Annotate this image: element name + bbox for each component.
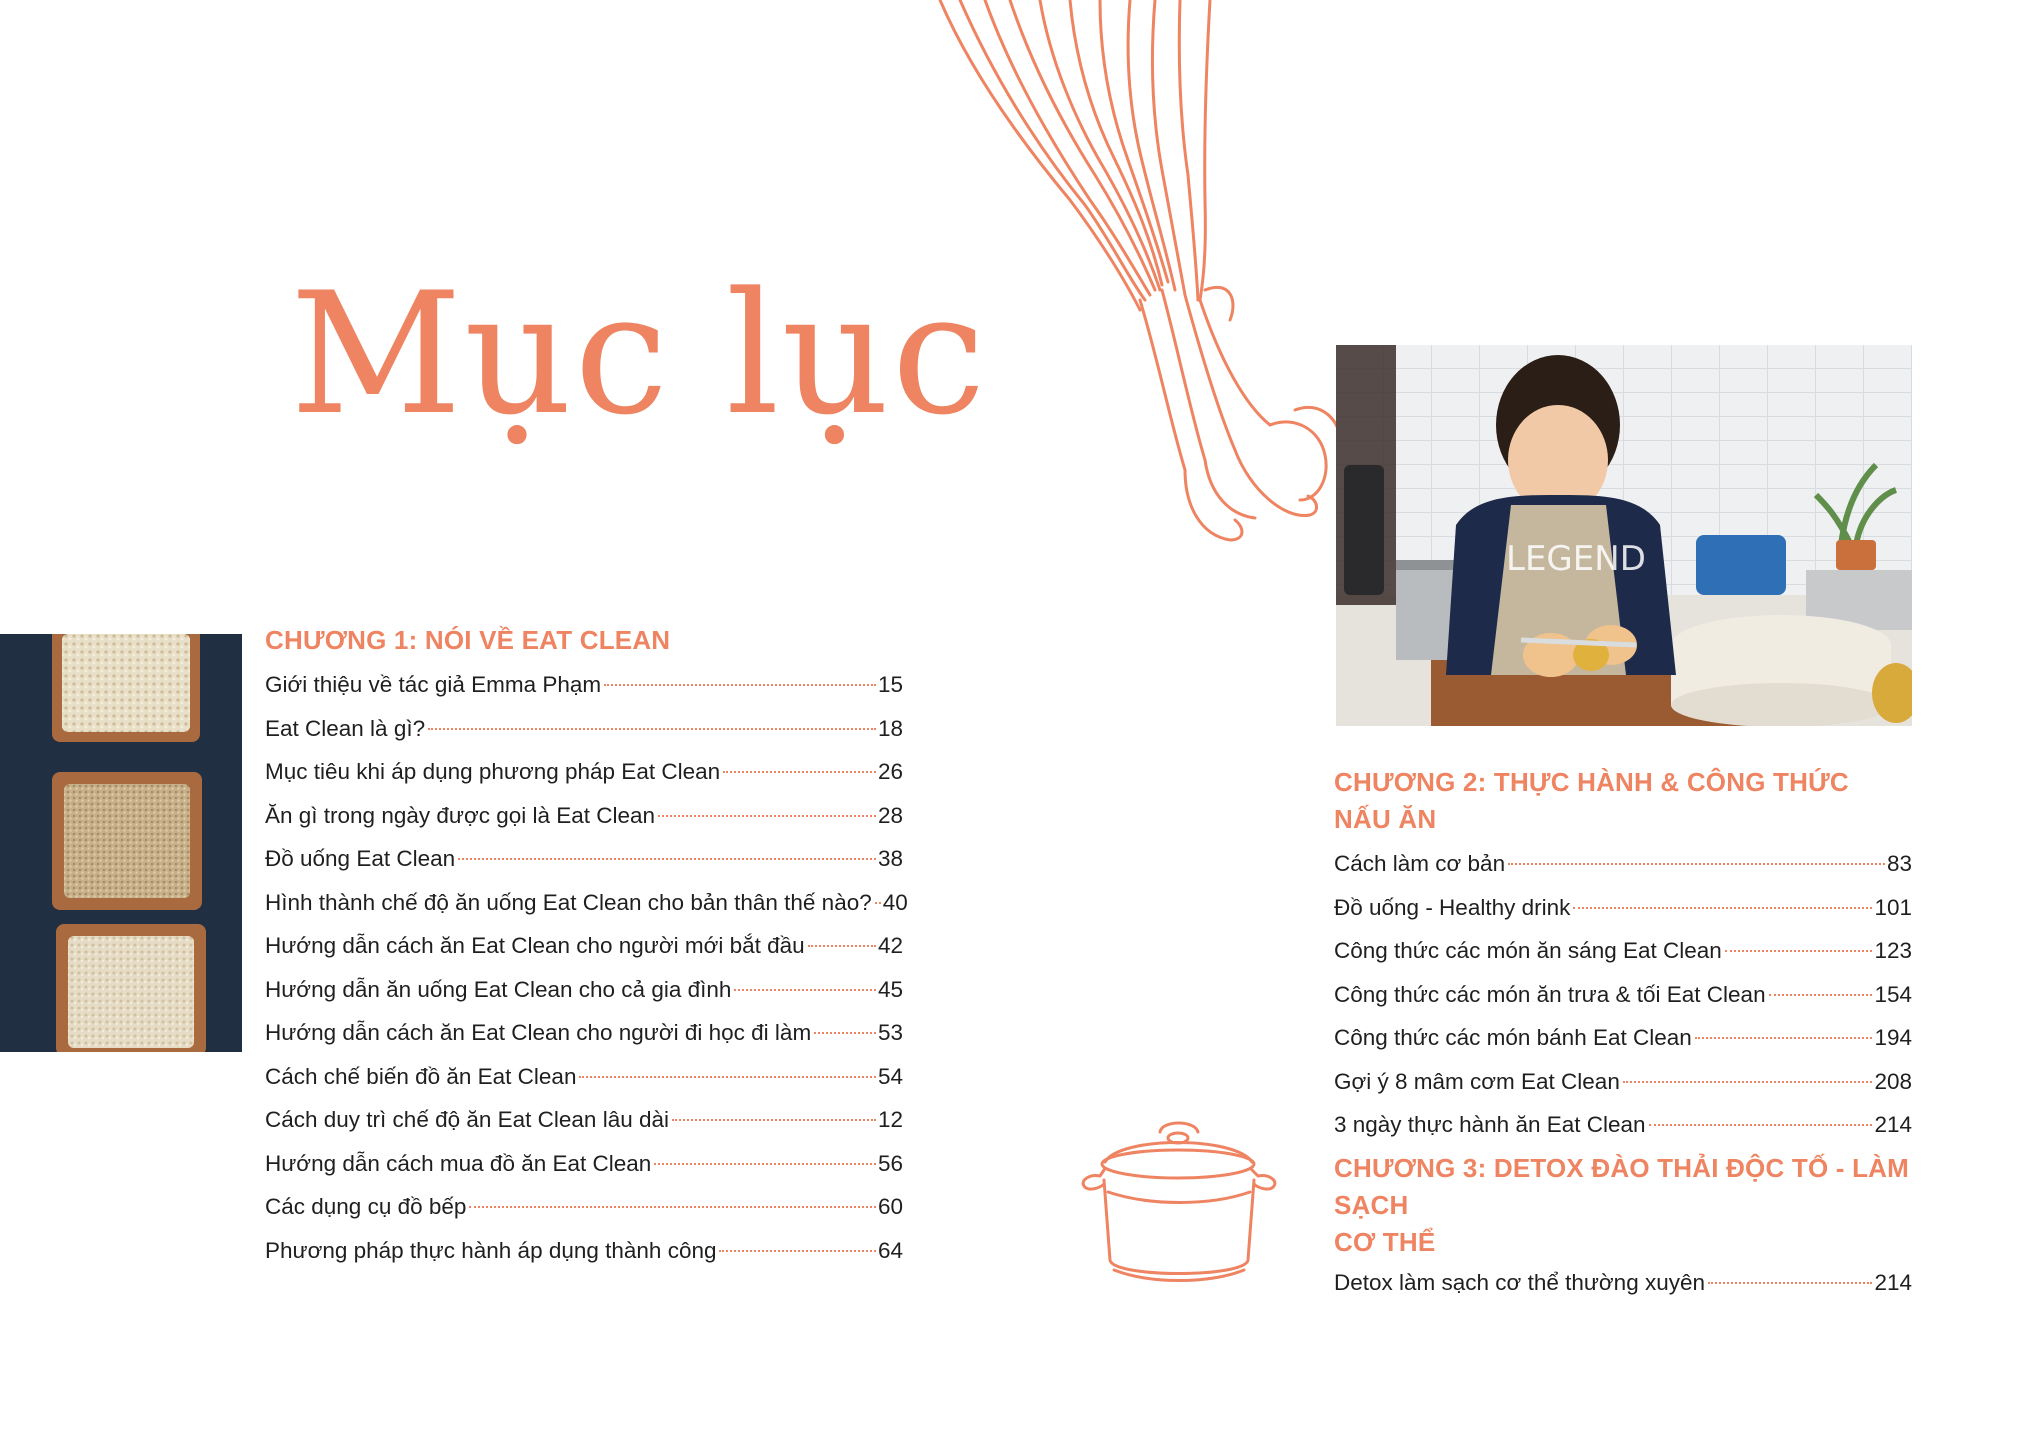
toc-list — [265, 663, 908, 1272]
svg-text:LEGEND: LEGEND — [1506, 539, 1646, 579]
toc-entry-title: Hướng dẫn cách ăn Eat Clean cho người mới bắt đầu — [265, 933, 805, 958]
toc-list — [1334, 842, 1912, 1147]
toc-entry[interactable] — [1334, 929, 1912, 973]
toc-entry[interactable] — [1334, 842, 1912, 886]
dot-leader — [604, 684, 876, 686]
toc-entry-title: Cách chế biến đồ ăn Eat Clean — [265, 1063, 577, 1089]
toc-entry[interactable] — [1334, 973, 1912, 1017]
toc-entry-page: 18 — [877, 715, 903, 741]
dot-leader — [458, 858, 876, 860]
dot-leader — [1695, 1037, 1873, 1039]
toc-entry[interactable] — [265, 881, 908, 925]
toc-entry-page: 194 — [1874, 1025, 1912, 1050]
toc-entry[interactable] — [265, 794, 903, 838]
dot-leader — [672, 1119, 876, 1121]
toc-entry-title: Đồ uống Eat Clean — [265, 846, 456, 871]
toc-entry[interactable] — [265, 968, 903, 1012]
dot-leader — [428, 728, 876, 730]
toc-entry-page: 64 — [877, 1237, 903, 1263]
toc-entry-page: 83 — [1886, 851, 1912, 876]
toc-entry-page: 123 — [1874, 938, 1912, 963]
boy-cooking-photo — [1336, 345, 1912, 726]
bowls-of-grains-image — [0, 634, 242, 1052]
toc-entry-title: Công thức các món ăn sáng Eat Clean — [1334, 938, 1722, 963]
toc-entry-title: Hướng dẫn cách ăn Eat Clean cho người đi học đi làm — [265, 1020, 812, 1045]
toc-entry-title: Phương pháp thực hành áp dụng thành công — [265, 1237, 717, 1263]
chapter-heading: CHƯƠNG 1: NÓI VỀ EAT CLEAN — [265, 625, 671, 655]
toc-entry-title: Các dụng cụ đồ bếp — [265, 1194, 467, 1219]
toc-entry[interactable] — [265, 663, 903, 707]
toc-entry-title: Hình thành chế độ ăn uống Eat Clean cho bản thân thế nào? — [265, 889, 872, 915]
dot-leader — [814, 1032, 876, 1034]
toc-entry-page: 60 — [877, 1194, 903, 1219]
toc-entry[interactable] — [265, 837, 903, 881]
chapter-heading-line-2: CƠ THỂ — [1334, 1227, 1436, 1257]
toc-entry-title: Hướng dẫn ăn uống Eat Clean cho cả gia đình — [265, 976, 732, 1002]
toc-entry-title: Detox làm sạch cơ thể thường xuyên — [1334, 1270, 1705, 1295]
dot-leader — [579, 1076, 876, 1078]
toc-entry-page: 12 — [877, 1107, 903, 1132]
scallion-stalks — [1140, 287, 1340, 540]
toc-entry[interactable] — [1334, 886, 1912, 930]
dot-leader — [658, 815, 876, 817]
toc-entry-page: 56 — [877, 1150, 903, 1176]
toc-chapter-3 — [1334, 1150, 1912, 1305]
bowls-of-grains-photo — [0, 634, 242, 1052]
toc-entry-title: Hướng dẫn cách mua đồ ăn Eat Clean — [265, 1150, 652, 1176]
toc-chapter-1 — [265, 622, 908, 1272]
toc-list — [1334, 1261, 1912, 1305]
toc-entry-title: 3 ngày thực hành ăn Eat Clean — [1334, 1112, 1646, 1137]
toc-entry-page: 54 — [877, 1063, 903, 1089]
toc-entry-page: 38 — [877, 846, 903, 871]
toc-entry-page: 101 — [1874, 894, 1912, 920]
toc-entry[interactable] — [265, 1229, 903, 1273]
toc-entry-page: 45 — [877, 976, 903, 1002]
toc-entry[interactable] — [265, 707, 903, 751]
page-title: Mục lục — [290, 256, 988, 452]
dot-leader — [1649, 1124, 1873, 1126]
toc-entry-title: Cách làm cơ bản — [1334, 851, 1506, 876]
chapter-heading — [1334, 1150, 1912, 1261]
dot-leader — [1769, 994, 1873, 996]
dot-leader — [723, 771, 876, 773]
toc-entry-title: Cách duy trì chế độ ăn Eat Clean lâu dài — [265, 1107, 670, 1132]
toc-entry-page: 214 — [1874, 1270, 1912, 1295]
dot-leader — [875, 902, 881, 904]
dot-leader — [734, 989, 876, 991]
toc-entry[interactable] — [265, 750, 903, 794]
toc-entry[interactable] — [1334, 1060, 1912, 1104]
toc-entry-title: Công thức các món ăn trưa & tối Eat Clean — [1334, 981, 1766, 1007]
dot-leader — [719, 1250, 875, 1252]
toc-entry[interactable] — [1334, 1016, 1912, 1060]
toc-entry-page: 214 — [1874, 1112, 1912, 1137]
dot-leader — [1508, 863, 1885, 865]
toc-entry-title: Đồ uống - Healthy drink — [1334, 894, 1571, 920]
dot-leader — [469, 1206, 876, 1208]
toc-entry-page: 15 — [877, 672, 903, 697]
dot-leader — [808, 945, 876, 947]
dot-leader — [1708, 1282, 1872, 1284]
dot-leader — [654, 1163, 876, 1165]
toc-entry-title: Eat Clean là gì? — [265, 715, 426, 741]
boy-cooking-image — [1336, 345, 1912, 726]
toc-entry-page: 26 — [877, 759, 903, 784]
toc-entry[interactable] — [1334, 1261, 1912, 1305]
chapter-heading: CHƯƠNG 2: THỰC HÀNH & CÔNG THỨC NẤU ĂN — [1334, 767, 1849, 834]
chapter-heading-line-1: CHƯƠNG 3: DETOX ĐÀO THẢI ĐỘC TỐ - LÀM SẠCH — [1334, 1153, 1909, 1220]
toc-entry-page: 53 — [877, 1020, 903, 1045]
dot-leader — [1573, 907, 1872, 909]
toc-entry[interactable] — [265, 1098, 903, 1142]
toc-entry[interactable] — [1334, 1103, 1912, 1147]
toc-entry[interactable] — [265, 1185, 903, 1229]
toc-entry-title: Mục tiêu khi áp dụng phương pháp Eat Clean — [265, 759, 721, 784]
toc-entry-title: Giới thiệu về tác giả Emma Phạm — [265, 672, 602, 697]
toc-entry-page: 208 — [1874, 1068, 1912, 1094]
toc-entry-title: Ăn gì trong ngày được gọi là Eat Clean — [265, 802, 656, 828]
dot-leader — [1725, 950, 1873, 952]
toc-entry-title: Gợi ý 8 mâm cơm Eat Clean — [1334, 1068, 1620, 1094]
toc-entry[interactable] — [265, 1055, 903, 1099]
cooking-pot-illustration — [1070, 1110, 1290, 1290]
toc-entry-page: 40 — [882, 889, 908, 915]
dot-leader — [1623, 1081, 1873, 1083]
toc-entry-page: 42 — [877, 933, 903, 958]
toc-entry[interactable] — [265, 924, 903, 968]
toc-entry[interactable] — [265, 1011, 903, 1055]
toc-entry-page: 28 — [877, 802, 903, 828]
toc-entry[interactable] — [265, 1142, 903, 1186]
toc-entry-page: 154 — [1874, 981, 1912, 1007]
toc-chapter-2 — [1334, 764, 1912, 1147]
toc-entry-title: Công thức các món bánh Eat Clean — [1334, 1025, 1692, 1050]
